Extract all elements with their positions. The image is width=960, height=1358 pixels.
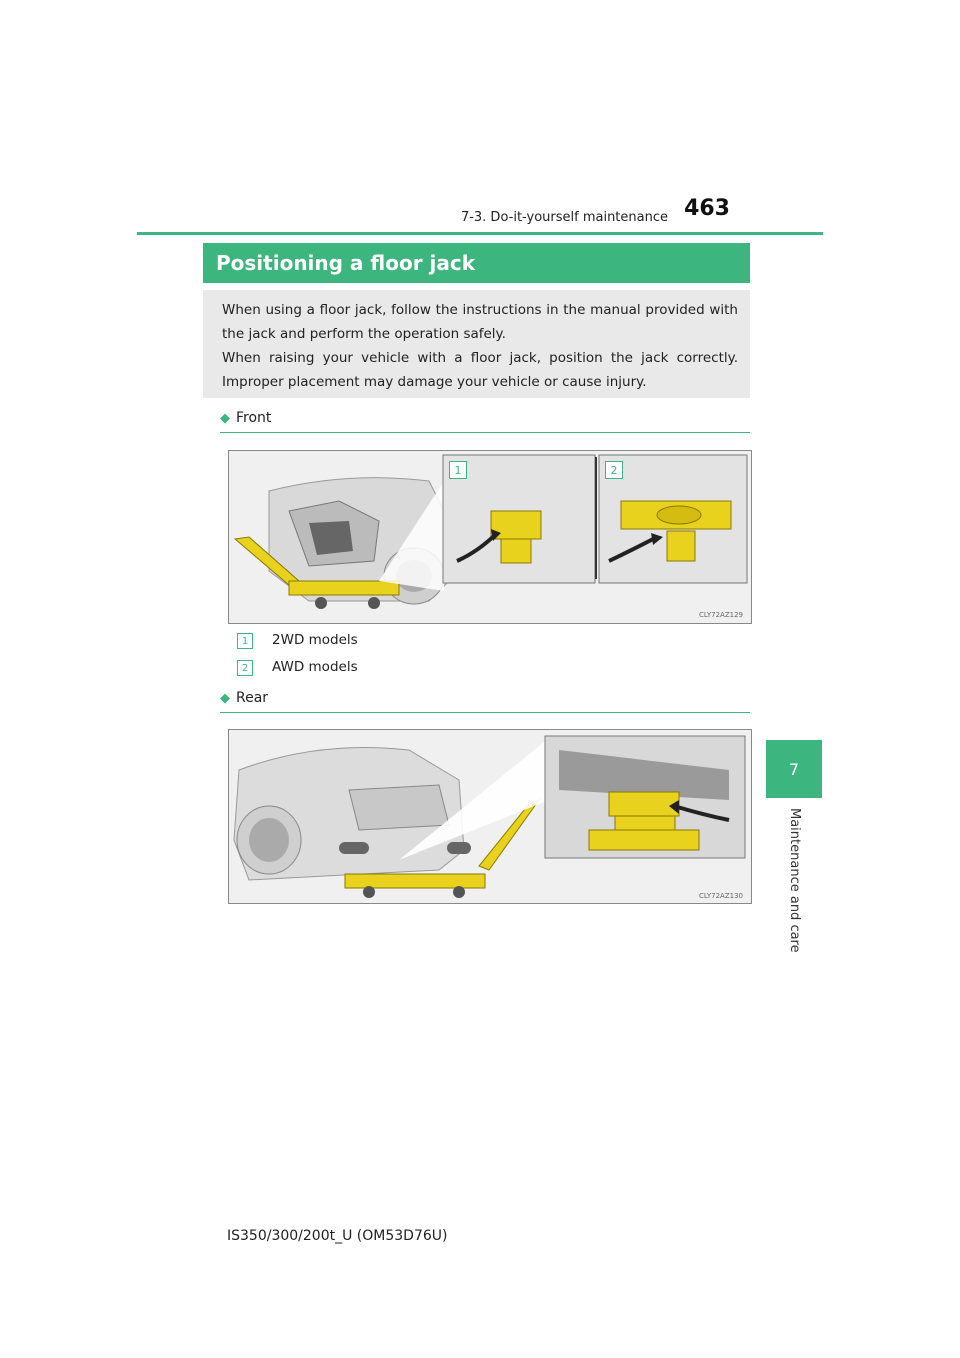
legend-num-1: 1 bbox=[237, 633, 253, 649]
chapter-tab[interactable]: 7 bbox=[766, 740, 822, 798]
front-jack-figure bbox=[228, 450, 752, 624]
header-rule bbox=[137, 232, 823, 235]
diamond-bullet-icon: ◆ bbox=[220, 691, 230, 706]
page-number: 463 bbox=[684, 196, 730, 221]
chapter-tab-label: Maintenance and care bbox=[787, 808, 802, 953]
callout-2: 2 bbox=[605, 461, 623, 479]
front-jack-illustration bbox=[229, 451, 751, 623]
diamond-bullet-icon: ◆ bbox=[220, 411, 230, 426]
front-heading-rule bbox=[220, 432, 750, 433]
legend-text-1: 2WD models bbox=[272, 632, 358, 648]
intro-paragraph-1: When using a floor jack, follow the instructions in the manual provided with the jack and perform the operation safely. bbox=[222, 302, 738, 342]
section-title: Positioning a floor jack bbox=[216, 251, 476, 275]
legend-num-2: 2 bbox=[237, 660, 253, 676]
figure-code: CLY72AZ130 bbox=[699, 892, 743, 900]
intro-paragraph-2: When raising your vehicle with a floor jack, position the jack correctly. Improper placement may damage your vehicle or cause injury. bbox=[222, 350, 738, 390]
front-heading: ◆ Front bbox=[220, 410, 272, 426]
rear-jack-illustration bbox=[229, 730, 751, 903]
rear-heading-rule bbox=[220, 712, 750, 713]
rear-jack-figure bbox=[228, 729, 752, 904]
figure-code: CLY72AZ129 bbox=[699, 611, 743, 619]
rear-heading: ◆ Rear bbox=[220, 690, 269, 706]
callout-1: 1 bbox=[449, 461, 467, 479]
footer-model: IS350/300/200t_U (OM53D76U) bbox=[227, 1228, 448, 1244]
legend-text-2: AWD models bbox=[272, 659, 358, 675]
chapter-heading: 7-3. Do-it-yourself maintenance bbox=[460, 210, 668, 225]
